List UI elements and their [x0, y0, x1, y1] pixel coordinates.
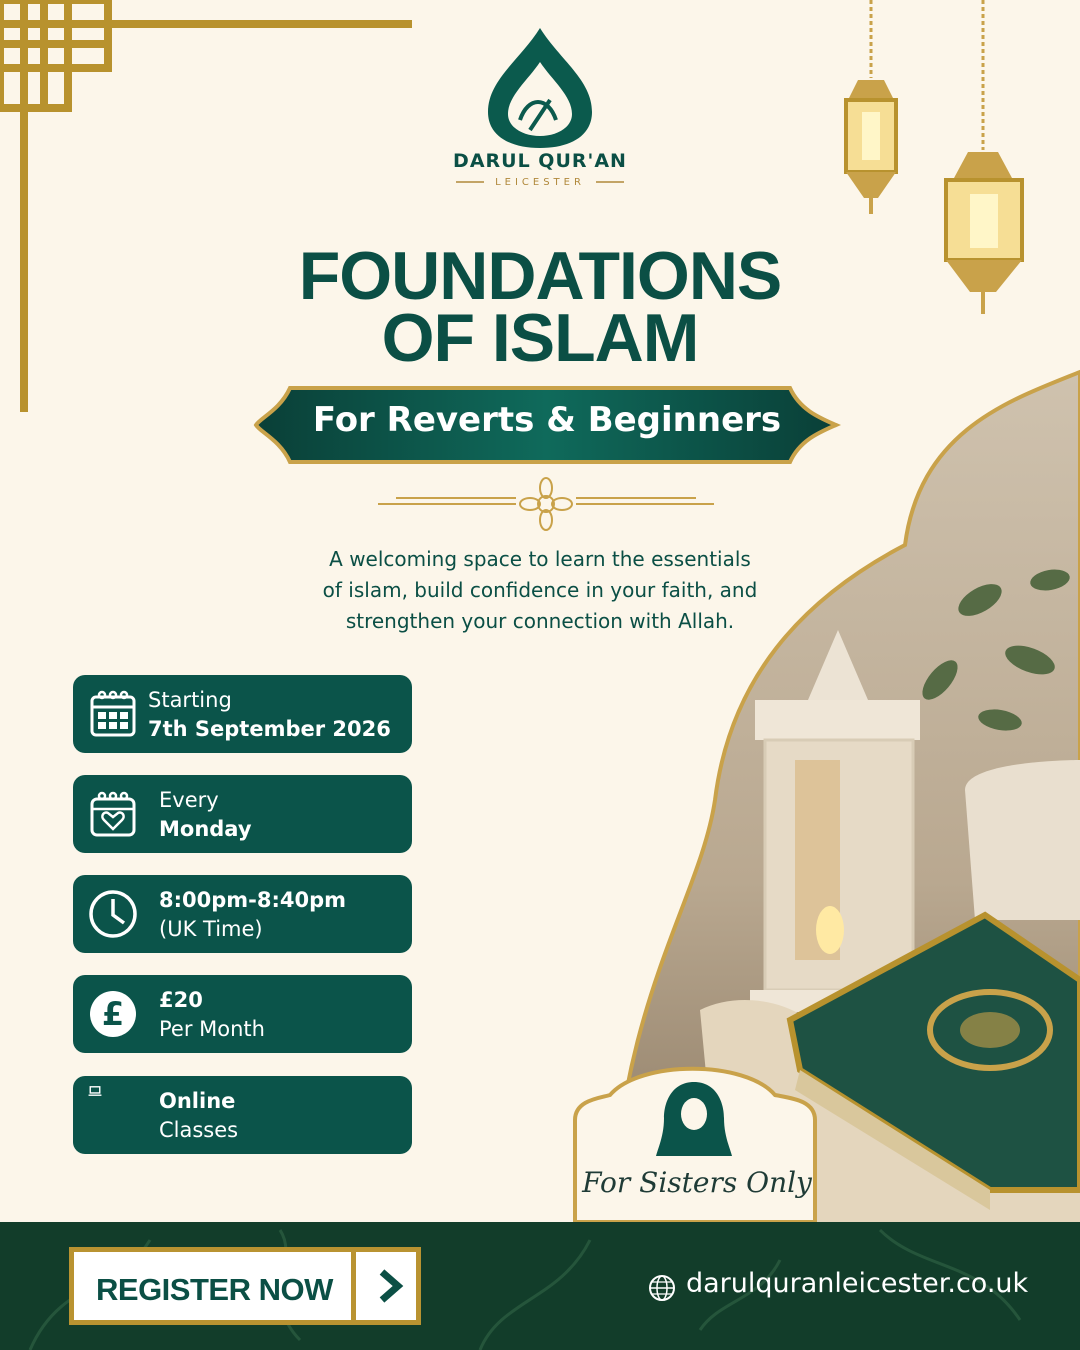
description [270, 544, 810, 637]
description-line: of islam, build confidence in your faith, and [322, 578, 758, 602]
logo-subtitle: LEICESTER [495, 177, 585, 188]
detail-value: 8:00pm-8:40pm [159, 888, 347, 912]
detail-value: 7th September 2026 [148, 717, 391, 741]
laptop-icon [88, 1084, 102, 1098]
detail-card-day [73, 775, 412, 853]
subtitle-text: For Reverts & Beginners [312, 400, 782, 440]
detail-label: (UK Time) [159, 917, 263, 941]
detail-label: Per Month [159, 1017, 265, 1041]
svg-text:£: £ [101, 995, 125, 1033]
detail-card-time [73, 875, 412, 953]
title-line-2: OF ISLAM [381, 300, 699, 376]
register-now-button[interactable] [69, 1247, 421, 1325]
pound-icon [88, 989, 138, 1039]
detail-value: £20 [159, 988, 203, 1012]
globe-icon [648, 1274, 676, 1302]
title-line-1: FOUNDATIONS [298, 238, 782, 314]
calendar-heart-icon [88, 789, 138, 839]
website-link[interactable]: darulquranleicester.co.uk [686, 1268, 1029, 1299]
logo-title: DARUL QUR'AN [453, 150, 627, 172]
button-separator [351, 1252, 356, 1320]
chevron-right-icon [370, 1266, 410, 1306]
detail-value: Monday [159, 817, 252, 841]
description-line: strengthen your connection with Allah. [345, 609, 735, 633]
detail-value: Online [159, 1089, 236, 1113]
detail-label: Every [159, 788, 219, 812]
sisters-only-label: For Sisters Only [582, 1166, 812, 1199]
clock-icon [88, 889, 138, 939]
page-title [0, 238, 1080, 376]
detail-label: Starting [148, 688, 232, 712]
calendar-icon [88, 689, 138, 739]
detail-label: Classes [159, 1118, 239, 1142]
detail-card-start-date [73, 675, 412, 753]
detail-card-format [73, 1076, 412, 1154]
plant-pot [965, 760, 1080, 920]
register-now-label: REGISTER NOW [96, 1272, 333, 1307]
detail-card-price [73, 975, 412, 1053]
flower-divider-ornament [378, 478, 714, 530]
description-line: A welcoming space to learn the essentials [329, 547, 751, 571]
